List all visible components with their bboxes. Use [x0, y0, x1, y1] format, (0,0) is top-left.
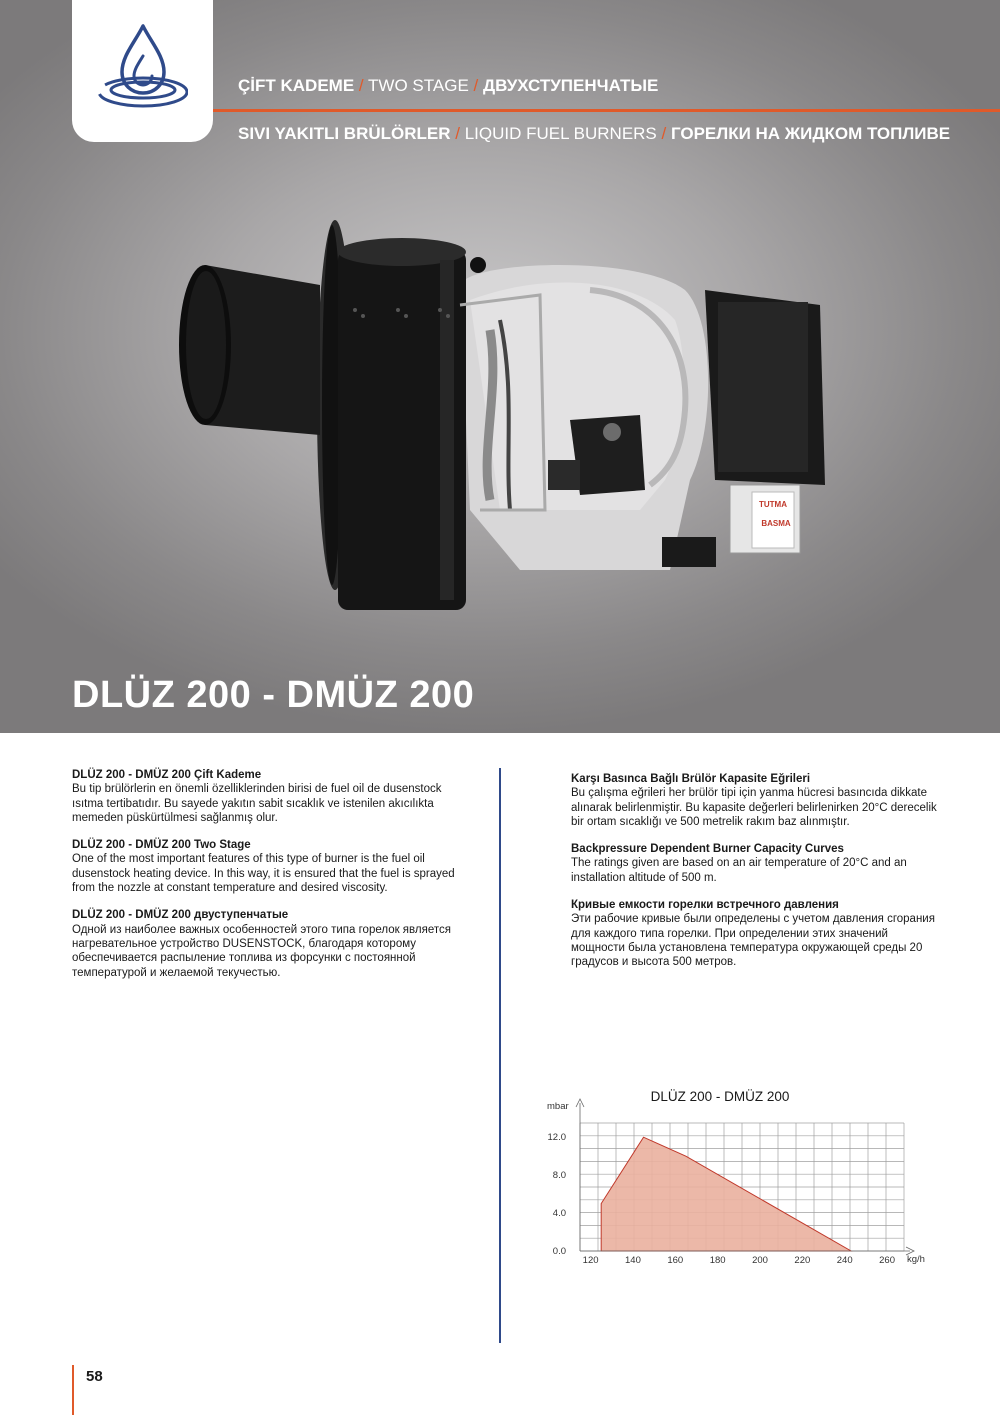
liquid-fuel-drop-icon [98, 22, 188, 114]
capacity-en-heading: Backpressure Dependent Burner Capacity Curves [571, 843, 844, 856]
description-tr [72, 768, 462, 825]
description-en [72, 838, 462, 895]
capacity-tr [571, 772, 941, 829]
header-separator: / [468, 76, 483, 95]
description-ru [72, 908, 462, 979]
capacity-en [571, 842, 941, 885]
page-number: 58 [86, 1368, 103, 1385]
capacity-chart-svg [540, 1085, 940, 1270]
burner-product-image [170, 210, 830, 630]
chart-x-label: kg/h [907, 1254, 925, 1265]
description-column [72, 768, 462, 993]
tutma-label: TUTMA [759, 500, 787, 509]
capacity-chart [540, 1085, 940, 1270]
description-tr-heading: DLÜZ 200 - DMÜZ 200 Çift Kademe [72, 769, 262, 781]
capacity-ru-heading: Кривые емкости горелки встречного давления [571, 899, 839, 912]
chart-y-tick-label: 12.0 [547, 1132, 566, 1144]
chart-x-tick-label: 200 [752, 1255, 768, 1266]
description-en-heading: DLÜZ 200 - DMÜZ 200 Two Stage [72, 839, 251, 852]
header-category-line [238, 76, 658, 96]
capacity-tr-heading: Karşı Basınca Bağlı Brülör Kapasite Eğrileri [571, 773, 811, 785]
description-ru-heading: DLÜZ 200 - DMÜZ 200 двуступенчатые [72, 909, 289, 922]
chart-x-tick-label: 180 [709, 1255, 726, 1266]
logo-tab [72, 0, 213, 142]
footer-accent-bar [72, 1365, 74, 1415]
chart-title: DLÜZ 200 - DMÜZ 200 [650, 1089, 790, 1104]
description-ru-body: Одной из наиболее важных особенностей этого типа горелок является нагревательное устройство DUSENSTOCK, благодаря которому обеспечивается распыление топлива из форсунки с постоянной температурой и желаемой текучестью. [72, 923, 451, 979]
chart-x-tick-label: 220 [794, 1255, 811, 1266]
chart-y-tick-label: 4.0 [552, 1208, 566, 1220]
header-separator: / [354, 76, 369, 95]
header-en-two-stage: TWO STAGE [368, 76, 469, 95]
description-en-body: One of the most important features of this type of burner is the fuel oil dusenstock heating device. In this way, it is ensured that the fuel is sprayed from the nozzle at constant temperature and desired viscosity. [72, 853, 455, 895]
column-divider [499, 768, 501, 1343]
header-separator: / [450, 124, 465, 143]
header-tr-two-stage: ÇİFT KADEME [238, 76, 355, 95]
chart-y-tick-label: 8.0 [552, 1170, 566, 1182]
chart-x-tick-label: 140 [625, 1255, 641, 1266]
capacity-curve-column [571, 772, 941, 983]
chart-y-label: mbar [547, 1101, 569, 1112]
header-en-liquid-fuel: LIQUID FUEL BURNERS [464, 124, 657, 143]
header-divider-line [213, 109, 1000, 112]
header-tr-liquid-fuel: SIVI YAKITLI BRÜLÖRLER [238, 124, 451, 143]
header-separator: / [656, 124, 671, 143]
capacity-ru-body: Эти рабочие кривые были определены с учетом давления сгорания для каждого типа горелки. При определении этих значений мощности была установлена температура окружающей среды 20 градусов и высота 500 метров. [571, 913, 935, 969]
chart-x-tick-label: 240 [836, 1255, 853, 1266]
chart-x-tick-label: 260 [879, 1255, 895, 1266]
description-tr-body: Bu tip brülörlerin en önemli özelliklerinden birisi de fuel oil de dusenstock ısıtma tertibatıdır. Bu sayede yakıtın sabit sıcaklık ve istenilen akıcılıkta memeden püskürtülmesi sağlanmış olur. [72, 783, 442, 824]
chart-y-tick-label: 0.0 [552, 1246, 566, 1257]
chart-x-tick-label: 120 [582, 1255, 599, 1266]
chart-capacity-area [601, 1137, 851, 1251]
chart-x-tick-label: 160 [667, 1255, 684, 1266]
capacity-ru [571, 898, 941, 969]
product-title: DLÜZ 200 - DMÜZ 200 [72, 674, 475, 716]
header-ru-liquid-fuel: ГОРЕЛКИ НА ЖИДКОМ ТОПЛИВЕ [670, 124, 951, 143]
capacity-tr-body: Bu çalışma eğrileri her brülör tipi için yanma hücresi basıncıda dikkate alınarak belirlenmiştir. Bu kapasite değerleri belirlenirken 20°C derecelik bir ortam sıcaklığı ve 500 metrelik rakım baz alınmıştır. [571, 787, 937, 828]
capacity-en-body: The ratings given are based on an air temperature of 20°C and an installation altitude of 500 m. [571, 857, 907, 884]
basma-label: BASMA [761, 519, 791, 528]
header-subcategory-line [238, 124, 950, 144]
header-ru-two-stage: ДВУХСТУПЕНЧАТЫЕ [482, 76, 659, 95]
